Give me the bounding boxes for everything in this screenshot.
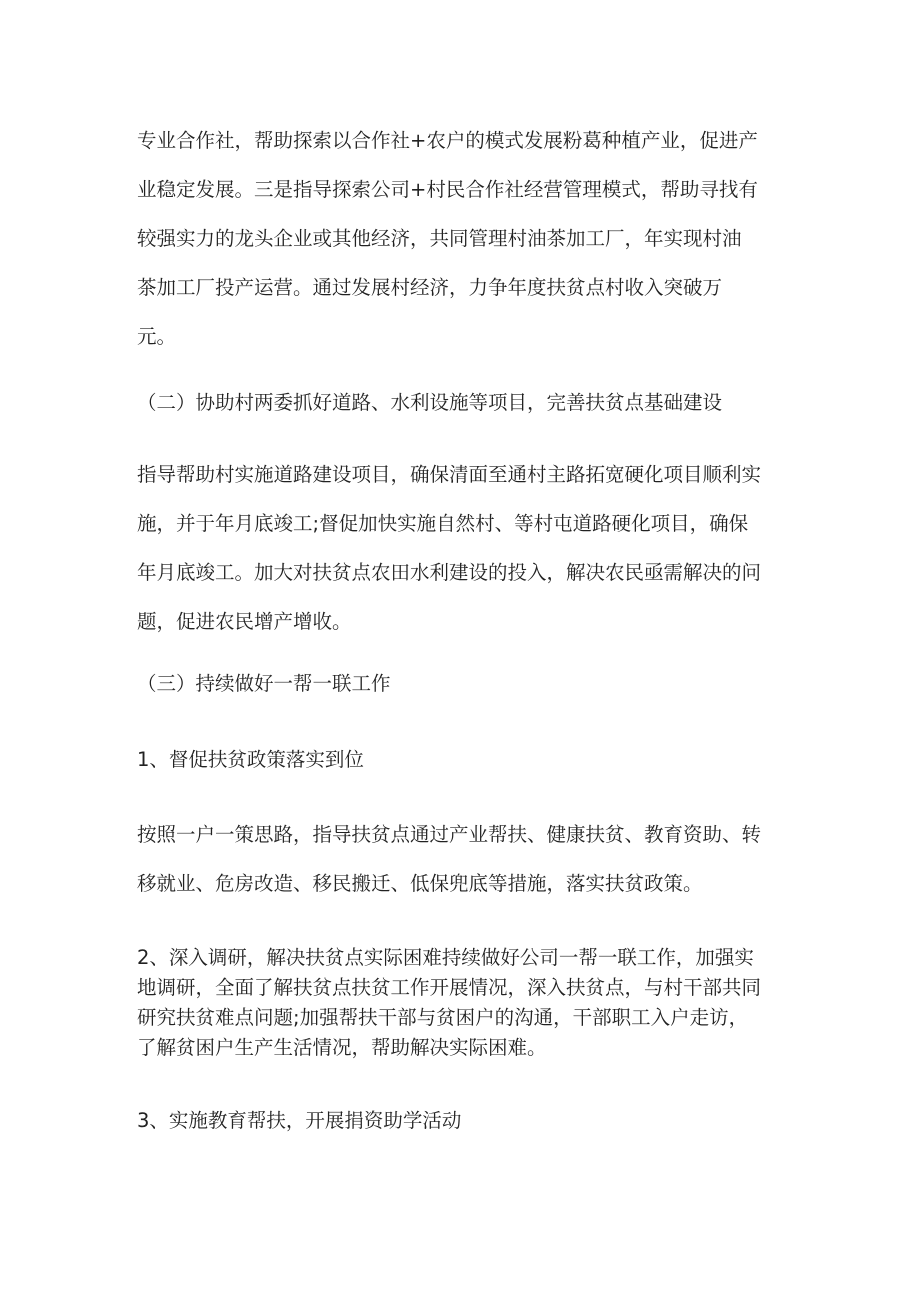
section-heading-infrastructure	[137, 383, 787, 423]
paragraph-line: 施，并于年月底竣工;督促加快实施自然村、等村屯道路硬化项目，确保	[137, 512, 749, 535]
paragraph-line: 指导帮助村实施道路建设项目，确保清面至通村主路拓宽硬化项目顺利实	[137, 463, 762, 486]
item-title-education	[137, 1101, 787, 1141]
section-heading-one-help-one	[137, 664, 787, 704]
paragraph-line: 较强实力的龙头企业或其他经济，共同管理村油茶加工厂，年实现村油	[137, 227, 742, 250]
paragraph-line: 茶加工厂投产运营。通过发展村经济，力争年度扶贫点村收入突破万	[137, 276, 723, 299]
paragraph-line: 研究扶贫难点问题;加强帮扶干部与贫困户的沟通，干部职工入户走访，	[137, 1006, 749, 1029]
paragraph-line: 年月底竣工。加大对扶贫点农田水利建设的投入，解决农民亟需解决的问	[137, 561, 762, 584]
paragraph-roads	[137, 450, 787, 646]
paragraph-line: 了解贫困户生产生活情况，帮助解决实际困难。	[137, 1036, 547, 1059]
item-title-text: 3、实施教育帮扶，开展捐资助学活动	[137, 1109, 462, 1132]
item-title-text: 1、督促扶贫政策落实到位	[137, 748, 364, 771]
paragraph-industry	[137, 116, 787, 361]
item-title-policy	[137, 740, 787, 780]
paragraph-line: 2、深入调研，解决扶贫点实际困难持续做好公司一帮一联工作，加强实	[137, 946, 754, 969]
paragraph-policy	[137, 810, 787, 908]
paragraph-research	[137, 943, 787, 1063]
paragraph-line: 按照一户一策思路，指导扶贫点通过产业帮扶、健康扶贫、教育资助、转	[137, 823, 762, 846]
paragraph-line: 专业合作社，帮助探索以合作社+农户的模式发展粉葛种植产业，促进产	[137, 129, 758, 152]
paragraph-line: 业稳定发展。三是指导探索公司+村民合作社经营管理模式，帮助寻找有	[137, 178, 758, 201]
heading-text: （三）持续做好一帮一联工作	[137, 672, 391, 695]
paragraph-line: 地调研，全面了解扶贫点扶贫工作开展情况，深入扶贫点，与村干部共同	[137, 976, 762, 999]
paragraph-line: 元。	[137, 325, 177, 348]
paragraph-line: 题，促进农民增产增收。	[137, 610, 352, 633]
paragraph-line: 移就业、危房改造、移民搬迁、低保兜底等措施，落实扶贫政策。	[137, 872, 703, 895]
heading-text: （二）协助村两委抓好道路、水利设施等项目，完善扶贫点基础建设	[137, 391, 723, 414]
